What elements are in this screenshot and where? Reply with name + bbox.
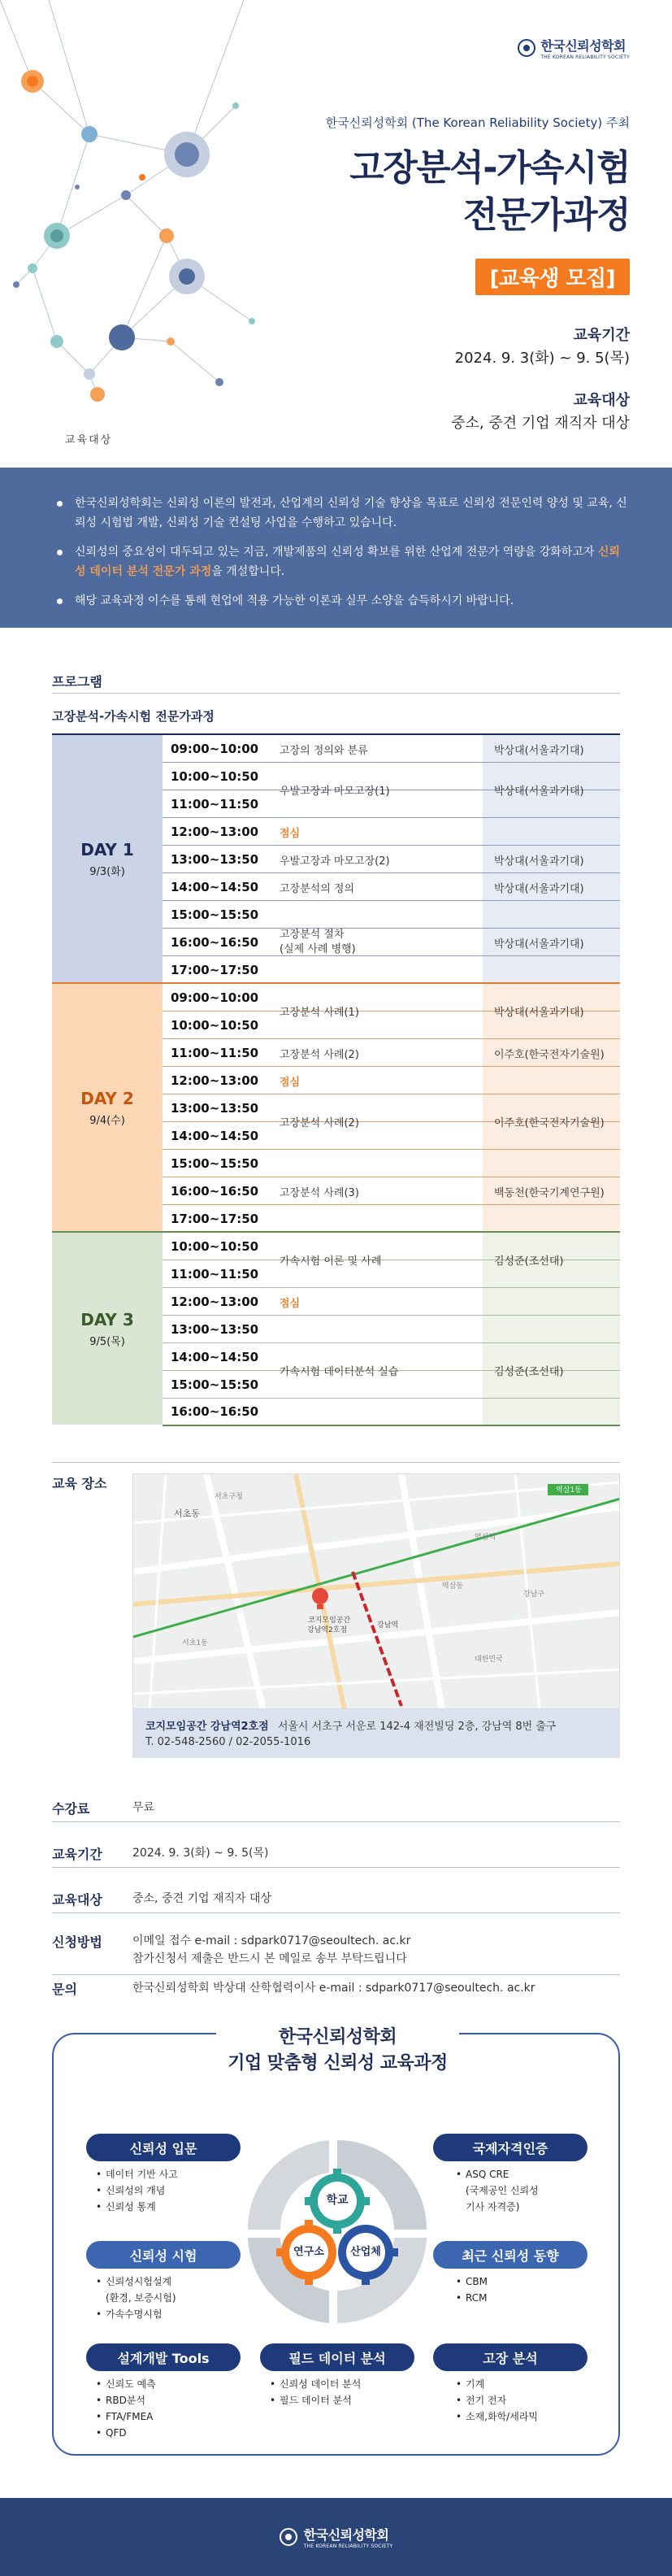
hero-title-line2: 전문가과정 bbox=[462, 194, 630, 236]
topic-cell: 고장분석 사례(3) bbox=[280, 1186, 359, 1199]
day-name: DAY 2 bbox=[80, 1088, 134, 1108]
list-item: (환경, 보증시험) bbox=[106, 2292, 176, 2304]
location-place: 코지모임공간 강남역2호점 bbox=[145, 1721, 269, 1733]
topic-cell: 고장분석 사례(2) bbox=[280, 1117, 359, 1129]
course-pill: 필드 데이터 분석 bbox=[260, 2343, 414, 2371]
map-graphic bbox=[133, 1474, 620, 1709]
lecturer-cell: 김성준(조선대) bbox=[494, 1255, 564, 1268]
lunch-cell: 점심 bbox=[280, 1297, 301, 1310]
map-label: 강남역 bbox=[377, 1621, 399, 1630]
day-date: 9/5(목) bbox=[89, 1335, 125, 1348]
time-cell: 11:00~11:50 bbox=[163, 790, 270, 817]
list-item: • 신뢰성시험설계 bbox=[96, 2274, 176, 2290]
time-cell: 16:00~16:50 bbox=[171, 1183, 259, 1199]
course-list bbox=[456, 2166, 539, 2215]
hero-target-label: 교육대상 bbox=[573, 392, 630, 409]
day-date: 9/3(화) bbox=[89, 865, 125, 878]
day-label bbox=[52, 984, 163, 1231]
list-item: • 신뢰도 예측 bbox=[96, 2376, 156, 2392]
session bbox=[270, 1039, 620, 1067]
schedule-table bbox=[52, 733, 620, 1425]
session bbox=[270, 1094, 620, 1150]
hero-title bbox=[349, 145, 630, 239]
time-cell: 11:00~11:50 bbox=[171, 1266, 259, 1281]
footer-logo-sub: THE KOREAN RELIABILITY SOCIETY bbox=[303, 2543, 393, 2549]
intro-item bbox=[57, 542, 630, 581]
lunch-cell: 점심 bbox=[280, 827, 301, 840]
gears-diagram bbox=[232, 2132, 443, 2327]
session bbox=[270, 984, 620, 1039]
topic-cell: 가속시험 이론 및 사례 bbox=[280, 1255, 382, 1268]
program-title: 프로그램 bbox=[52, 674, 102, 690]
session bbox=[270, 1316, 620, 1425]
map-label: 역삼1동 bbox=[556, 1486, 582, 1495]
lecturer-cell: 이주호(한국전자기술원) bbox=[494, 1117, 605, 1129]
list-item: • 가속수명시험 bbox=[96, 2306, 176, 2322]
gear-label-school: 학교 bbox=[326, 2194, 349, 2207]
lecturer-cell: 박상대(서울과기대) bbox=[494, 938, 584, 951]
intro-highlight: 신뢰성 데이터 분석 전문가 과정 bbox=[75, 546, 620, 578]
panel-title bbox=[216, 2025, 459, 2096]
network-illustration bbox=[0, 0, 325, 468]
course-pill: 설계개발 Tools bbox=[86, 2343, 241, 2371]
list-item: • ASQ CRE bbox=[456, 2166, 539, 2182]
day-name: DAY 3 bbox=[80, 1309, 134, 1329]
session bbox=[270, 1150, 620, 1233]
session bbox=[270, 873, 620, 901]
course-list bbox=[96, 2166, 178, 2215]
lecturer-cell: 박상대(서울과기대) bbox=[494, 1007, 584, 1019]
list-item: • FTA/FMEA bbox=[96, 2408, 156, 2425]
time-cell: 13:00~13:50 bbox=[163, 846, 270, 872]
topic-cell: 가속시험 데이터분석 실습 bbox=[280, 1365, 399, 1378]
list-item: • 데이터 기반 사고 bbox=[96, 2166, 178, 2182]
course-list bbox=[270, 2376, 361, 2408]
lecturer-cell: 박상대(서울과기대) bbox=[494, 744, 584, 757]
topic-cell: 고장분석 사례(2) bbox=[280, 1048, 359, 1061]
time-cell: 15:00~15:50 bbox=[171, 1155, 259, 1171]
course-pill: 고장 분석 bbox=[433, 2343, 587, 2371]
location-caption bbox=[132, 1709, 620, 1758]
divider bbox=[52, 1974, 620, 1975]
hero-period-label: 교육기간 bbox=[573, 327, 630, 344]
course-list bbox=[456, 2274, 488, 2306]
logo-emblem-icon bbox=[518, 39, 535, 57]
hero-title-line1: 고장분석-가속시험 bbox=[349, 147, 630, 189]
location-address: 서울시 서초구 서운로 142-4 재전빌딩 2층, 강남역 8번 출구 bbox=[277, 1721, 557, 1733]
logo-sub-text: THE KOREAN RELIABILITY SOCIETY bbox=[540, 54, 630, 60]
course-list bbox=[96, 2376, 156, 2441]
time-cell: 17:00~17:50 bbox=[163, 956, 270, 983]
course-pill: 신뢰성 시험 bbox=[86, 2241, 241, 2269]
intro-item: 한국신뢰성학회는 신뢰성 이론의 발전과, 산업계의 신뢰성 기술 향상을 목표로 신뢰성 전문인력 양성 및 교육, 신뢰성 시험법 개발, 신뢰성 기술 컨설팅 사업을 수행하고 있습니다. bbox=[57, 494, 630, 533]
divider bbox=[52, 693, 620, 694]
map-label: 역삼역 bbox=[475, 1534, 496, 1542]
target-value: 중소, 중견 기업 재직자 대상 bbox=[132, 1892, 272, 1905]
divider bbox=[52, 1462, 620, 1463]
topic-text: (실제 사례 병행) bbox=[280, 943, 356, 955]
session bbox=[270, 735, 620, 763]
time-cell: 13:00~13:50 bbox=[171, 1321, 259, 1337]
lecturer-cell: 백동천(한국기계연구원) bbox=[494, 1186, 605, 1199]
day-label bbox=[52, 1233, 163, 1425]
lecturer-cell: 김성준(조선대) bbox=[494, 1365, 564, 1378]
map-label: 역삼동 bbox=[442, 1582, 464, 1590]
map-label: 대한민국 bbox=[475, 1656, 503, 1664]
list-item: • 기계 bbox=[456, 2376, 538, 2392]
session bbox=[270, 1233, 620, 1288]
topic-cell: 우발고장과 마모고장(1) bbox=[280, 785, 390, 798]
map-label: 강남역2호점 bbox=[307, 1626, 348, 1634]
day-rows bbox=[163, 1233, 620, 1425]
contact-value: 한국신뢰성학회 박상대 산학협력이사 e-mail : sdpark0717@seoultech. ac.kr bbox=[132, 1982, 535, 1995]
time-cell: 14:00~14:50 bbox=[171, 1128, 259, 1143]
time-cell: 15:00~15:50 bbox=[163, 901, 270, 928]
divider bbox=[52, 1821, 620, 1822]
logo-main-text: 한국신뢰성학회 bbox=[540, 38, 626, 54]
list-item: • 소재,화학/세라믹 bbox=[456, 2408, 538, 2425]
time-cell: 10:00~10:50 bbox=[171, 1238, 259, 1254]
lecturer-cell: 박상대(서울과기대) bbox=[494, 882, 584, 895]
session bbox=[270, 763, 620, 818]
day-block bbox=[52, 982, 620, 1231]
fee-label: 수강료 bbox=[52, 1801, 90, 1817]
list-item: • QFD bbox=[96, 2425, 156, 2441]
topic-cell: 고장의 정의와 분류 bbox=[280, 744, 368, 757]
hero-section bbox=[0, 0, 672, 468]
time-cell: 14:00~14:50 bbox=[163, 873, 270, 900]
map-label: 코지모임공간 bbox=[308, 1617, 351, 1625]
gear-label-industry: 산업체 bbox=[350, 2246, 381, 2258]
time-cell: 15:00~15:50 bbox=[171, 1377, 259, 1392]
time-cell: 13:00~13:50 bbox=[171, 1100, 259, 1116]
time-cell: 10:00~10:50 bbox=[171, 1017, 259, 1033]
time-cell: 09:00~10:00 bbox=[163, 735, 270, 762]
intro-text: 을 개설합니다. bbox=[211, 565, 285, 578]
lecturer-cell: 이주호(한국전자기술원) bbox=[494, 1048, 605, 1061]
topic-cell: 우발고장과 마모고장(2) bbox=[280, 855, 390, 868]
location-tel: T. 02-548-2560 / 02-2055-1016 bbox=[145, 1736, 311, 1748]
footer-logo-main: 한국신뢰성학회 bbox=[303, 2527, 389, 2543]
list-item: • 신뢰성 데이터 분석 bbox=[270, 2376, 361, 2392]
target-label: 교육대상 bbox=[52, 1892, 102, 1908]
topic-text: 고장분석 절차 bbox=[280, 929, 345, 941]
hero-caption: 교육대상 bbox=[65, 434, 113, 446]
course-panel bbox=[52, 2027, 620, 2456]
topic-cell: 고장분석 사례(1) bbox=[280, 1007, 359, 1019]
topic-cell bbox=[270, 901, 483, 984]
day-block bbox=[52, 733, 620, 982]
session bbox=[270, 901, 620, 984]
hero-target: 중소, 중견 기업 재직자 대상 bbox=[451, 415, 630, 432]
time-cell: 10:00~10:50 bbox=[163, 763, 270, 790]
time-cell: 09:00~10:00 bbox=[171, 990, 259, 1005]
fee-value: 무료 bbox=[132, 1801, 155, 1814]
map-label: 서초1동 bbox=[182, 1639, 208, 1647]
list-item: • RBD분석 bbox=[96, 2392, 156, 2408]
time-cell: 12:00~13:00 bbox=[163, 818, 270, 845]
map-label: 서초동 bbox=[174, 1508, 200, 1519]
session-break bbox=[270, 1288, 620, 1316]
course-list bbox=[456, 2376, 538, 2425]
intro-text: 신뢰성의 중요성이 대두되고 있는 지금, 개발제품의 신뢰성 확보를 위한 산업계 전문가 역량을 강화하고자 bbox=[75, 546, 595, 559]
time-cell: 11:00~11:50 bbox=[171, 1045, 259, 1060]
contact-label: 문의 bbox=[52, 1982, 77, 1997]
logo-emblem-icon bbox=[280, 2528, 297, 2546]
period-label: 교육기간 bbox=[52, 1847, 102, 1862]
hero-organizer: 한국신뢰성학회 (The Korean Reliability Society) 주최 bbox=[325, 115, 630, 130]
time-cell: 12:00~13:00 bbox=[171, 1073, 259, 1088]
course-list bbox=[96, 2274, 176, 2322]
lecturer-cell: 박상대(서울과기대) bbox=[494, 785, 584, 798]
recruit-badge: [교육생 모집] bbox=[475, 259, 630, 295]
list-item: • 신뢰성 통계 bbox=[96, 2199, 178, 2215]
divider bbox=[52, 1912, 620, 1913]
footer bbox=[0, 2498, 672, 2576]
hero-logo bbox=[518, 36, 630, 60]
lecturer-cell: 박상대(서울과기대) bbox=[494, 855, 584, 868]
day-rows bbox=[163, 735, 620, 982]
day-label bbox=[52, 735, 163, 982]
time-cell: 17:00~17:50 bbox=[171, 1211, 259, 1226]
list-item: • 신뢰성의 개념 bbox=[96, 2182, 178, 2199]
session-break bbox=[270, 818, 620, 846]
list-item: (국제공인 신뢰성 bbox=[466, 2185, 539, 2196]
gear-label-institute: 연구소 bbox=[293, 2246, 324, 2258]
time-cell: 16:00~16:50 bbox=[163, 929, 270, 955]
course-pill: 국제자격인증 bbox=[433, 2134, 587, 2161]
hero-period: 2024. 9. 3(화) ~ 9. 5(목) bbox=[454, 350, 630, 367]
day-rows bbox=[163, 984, 620, 1231]
day-block bbox=[52, 1231, 620, 1425]
list-item: • 필드 데이터 분석 bbox=[270, 2392, 361, 2408]
course-pill: 최근 신뢰성 동향 bbox=[433, 2241, 587, 2269]
apply-value bbox=[132, 1932, 410, 1968]
map-label: 서초구청 bbox=[215, 1493, 243, 1501]
apply-label: 신청방법 bbox=[52, 1934, 102, 1950]
topic-cell: 고장분석의 정의 bbox=[280, 882, 355, 895]
apply-line: 참가신청서 제출은 반드시 본 메일로 송부 부탁드립니다 bbox=[132, 1952, 407, 1965]
intro-band bbox=[0, 468, 672, 628]
location-title: 교육 장소 bbox=[52, 1476, 107, 1491]
location-map[interactable] bbox=[132, 1473, 620, 1709]
time-cell: 12:00~13:00 bbox=[171, 1294, 259, 1309]
session-break bbox=[270, 1067, 620, 1094]
day-date: 9/4(수) bbox=[89, 1114, 125, 1127]
panel-title-line1: 한국신뢰성학회 bbox=[278, 2027, 397, 2047]
period-value: 2024. 9. 3(화) ~ 9. 5(목) bbox=[132, 1847, 269, 1860]
day-name: DAY 1 bbox=[80, 839, 134, 859]
time-cell: 16:00~16:50 bbox=[171, 1404, 259, 1419]
map-label: 강남구 bbox=[523, 1590, 545, 1599]
list-item: • CBM bbox=[456, 2274, 488, 2290]
panel-title-line2: 기업 맞춤형 신뢰성 교육과정 bbox=[228, 2053, 448, 2073]
course-pill: 신뢰성 입문 bbox=[86, 2134, 241, 2161]
lunch-cell: 점심 bbox=[280, 1076, 301, 1089]
divider bbox=[52, 1867, 620, 1868]
list-item: 기사 자격증) bbox=[466, 2201, 520, 2213]
time-cell: 14:00~14:50 bbox=[171, 1349, 259, 1364]
apply-line: 이메일 접수 e-mail : sdpark0717@seoultech. ac.kr bbox=[132, 1934, 411, 1947]
list-item: • 전기 전자 bbox=[456, 2392, 538, 2408]
session bbox=[270, 846, 620, 873]
intro-item: 해당 교육과정 이수를 통해 현업에 적용 가능한 이론과 실무 소양을 습득하시기 바랍니다. bbox=[57, 591, 630, 611]
program-subtitle: 고장분석-가속시험 전문가과정 bbox=[52, 709, 215, 724]
list-item: • RCM bbox=[456, 2290, 488, 2306]
